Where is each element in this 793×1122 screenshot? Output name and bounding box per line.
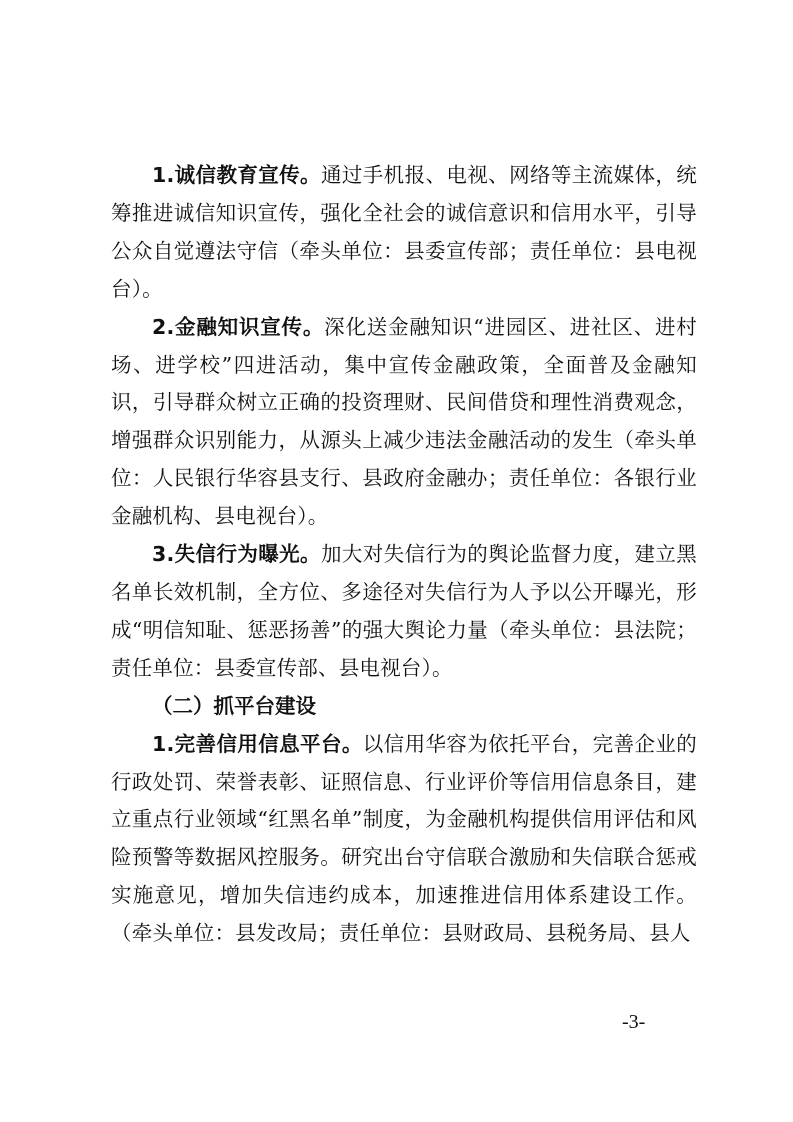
paragraph-lead: 1.完善信用信息平台。 (152, 731, 363, 756)
paragraph-lead: 2.金融知识宣传。 (152, 314, 325, 339)
paragraph-text: 以信用华容为依托平台，完善企业的行政处罚、荣誉表彰、证照信息、行业评价等信用信息条目，建立重点行业领域“红黑名单”制度，为金融机构提供信用评估和风险预警等数据风控服务。研究出台守信联合激励和失信联合惩戒实施意见，增加失信违约成本，加速推进信用体系建设工作。（牵头单位：县发改局；责任单位：县财政局、县税务局、县人 (111, 731, 697, 946)
paragraph-lead: 3.失信行为曝光。 (152, 542, 321, 567)
paragraph-dishonesty-exposure (111, 536, 697, 688)
paragraph-text: 深化送金融知识“进园区、进社区、进村场、进学校”四进活动，集中宣传金融政策，全面普及金融知识，引导群众树立正确的投资理财、民间借贷和理性消费观念，增强群众识别能力，从源头上减少违法金融活动的发生（牵头单位：人民银行华容县支行、县政府金融办；责任单位：各银行业金融机构、县电视台）。 (111, 314, 697, 529)
paragraph-credit-platform (111, 726, 697, 953)
paragraph-financial-knowledge (111, 309, 697, 536)
page-number: -3- (622, 1011, 646, 1033)
document-body (111, 157, 697, 953)
paragraph-text: 通过手机报、电视、网络等主流媒体，统筹推进诚信知识宣传，强化全社会的诚信意识和信用水平，引导公众自觉遵法守信（牵头单位：县委宣传部；责任单位：县电视台）。 (111, 163, 697, 301)
paragraph-lead: 1.诚信教育宣传。 (152, 163, 321, 187)
paragraph-integrity-education (111, 157, 697, 309)
paragraph-text: 加大对失信行为的舆论监督力度，建立黑名单长效机制，全方位、多途径对失信行为人予以公开曝光，形成“明信知耻、惩恶扬善”的强大舆论力量（牵头单位：县法院；责任单位：县委宣传部、县电视台）。 (111, 542, 697, 680)
section-heading: （二）抓平台建设 (152, 693, 316, 718)
